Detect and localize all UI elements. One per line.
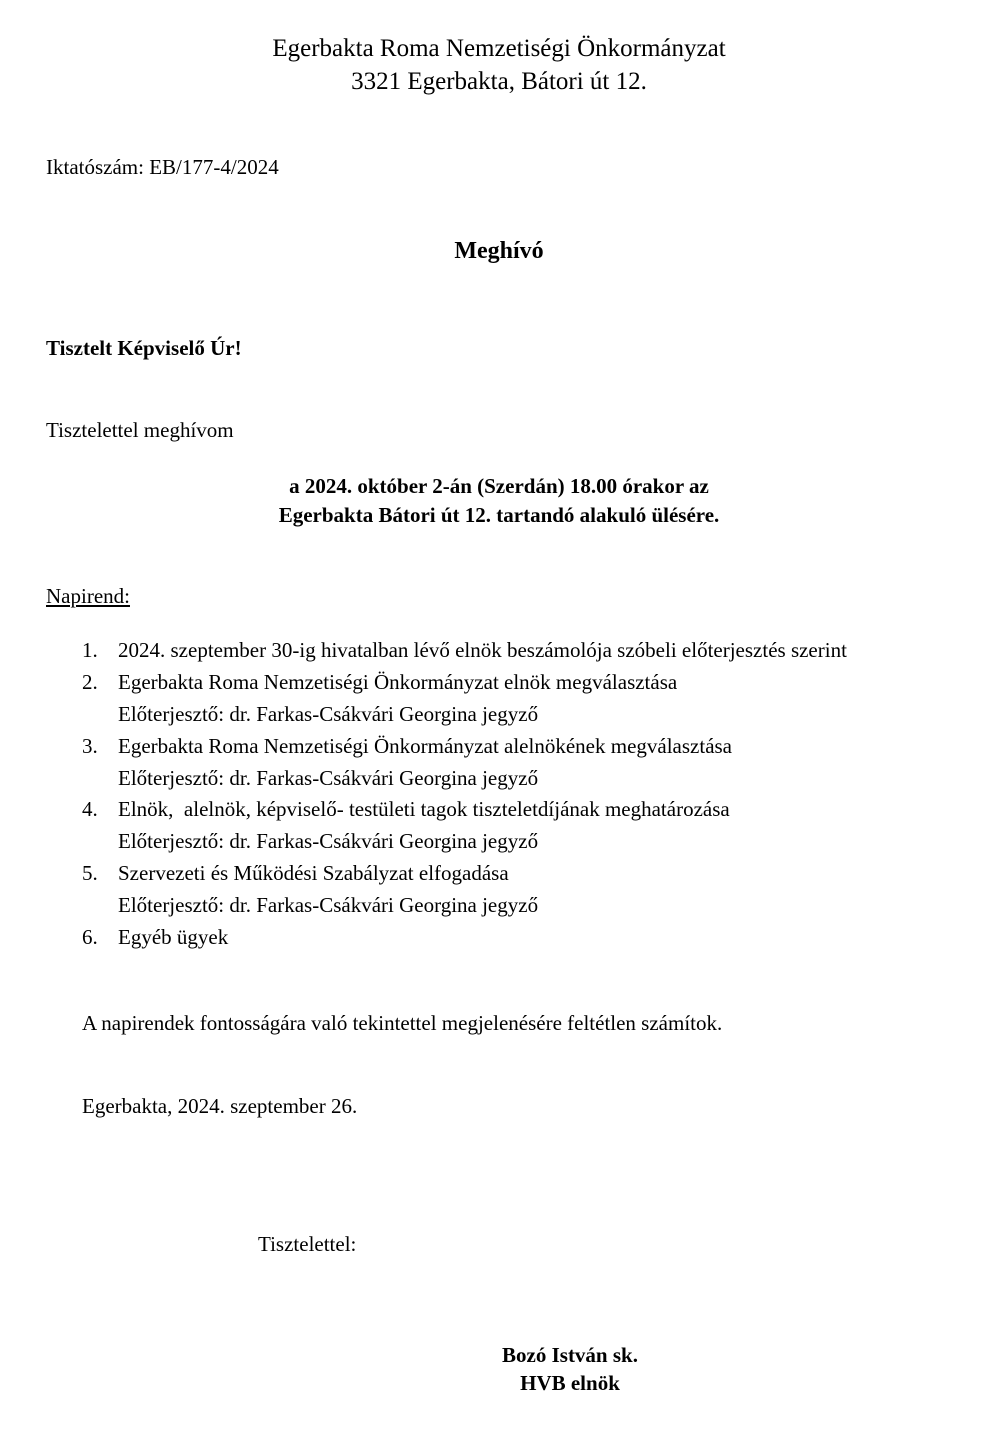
agenda-item-3-number: 3. [82, 734, 98, 758]
agenda-item-4-number: 4. [82, 797, 98, 821]
meeting-details-line2: Egerbakta Bátori út 12. tartandó alakuló ülésére. [278, 503, 720, 527]
agenda-item-2-number: 2. [82, 670, 98, 694]
agenda-item-4-text: Elnök, alelnök, képviselő- testületi tagok tiszteletdíjának meghatározása [118, 797, 730, 821]
organization-address: 3321 Egerbakta, Bátori út 12. [351, 68, 647, 95]
salutation: Tisztelt Képviselő Úr! [46, 336, 242, 360]
agenda-item-2-text: Egerbakta Roma Nemzetiségi Önkormányzat elnök megválasztása [118, 670, 678, 694]
place-and-date: Egerbakta, 2024. szeptember 26. [82, 1094, 358, 1118]
reference-number: Iktatószám: EB/177-4/2024 [46, 155, 279, 179]
intro-text: Tisztelettel meghívom [46, 418, 234, 442]
agenda-item-1-text: 2024. szeptember 30-ig hivatalban lévő elnök beszámolója szóbeli előterjesztés szerint [118, 638, 847, 662]
agenda-item-2-presenter: Előterjesztő: dr. Farkas-Csákvári Georgina jegyző [118, 702, 539, 726]
agenda-item-6-text: Egyéb ügyek [118, 925, 229, 949]
agenda-heading: Napirend: [46, 584, 130, 608]
agenda-item-5-text: Szervezeti és Működési Szabályzat elfogadása [118, 861, 509, 885]
agenda-item-3-text: Egerbakta Roma Nemzetiségi Önkormányzat alelnökének megválasztása [118, 734, 733, 758]
agenda-item-3-presenter: Előterjesztő: dr. Farkas-Csákvári Georgina jegyző [118, 766, 539, 790]
agenda-item-5-number: 5. [82, 861, 98, 885]
organization-name: Egerbakta Roma Nemzetiségi Önkormányzat [272, 35, 726, 62]
agenda-item-4-presenter: Előterjesztő: dr. Farkas-Csákvári Georgina jegyző [118, 829, 539, 853]
agenda-item-6-number: 6. [82, 925, 98, 949]
agenda-item-5-presenter: Előterjesztő: dr. Farkas-Csákvári Georgina jegyző [118, 893, 539, 917]
regards: Tisztelettel: [258, 1232, 357, 1256]
closing-sentence: A napirendek fontosságára való tekintettel megjelenésére feltétlen számítok. [82, 1011, 723, 1035]
meeting-details-line1: a 2024. október 2-án (Szerdán) 18.00 órakor az [289, 474, 709, 498]
signatory-name: Bozó István sk. [502, 1343, 638, 1367]
document-title: Meghívó [454, 238, 544, 264]
agenda-item-1-number: 1. [82, 638, 98, 662]
signatory-role: HVB elnök [520, 1371, 620, 1395]
